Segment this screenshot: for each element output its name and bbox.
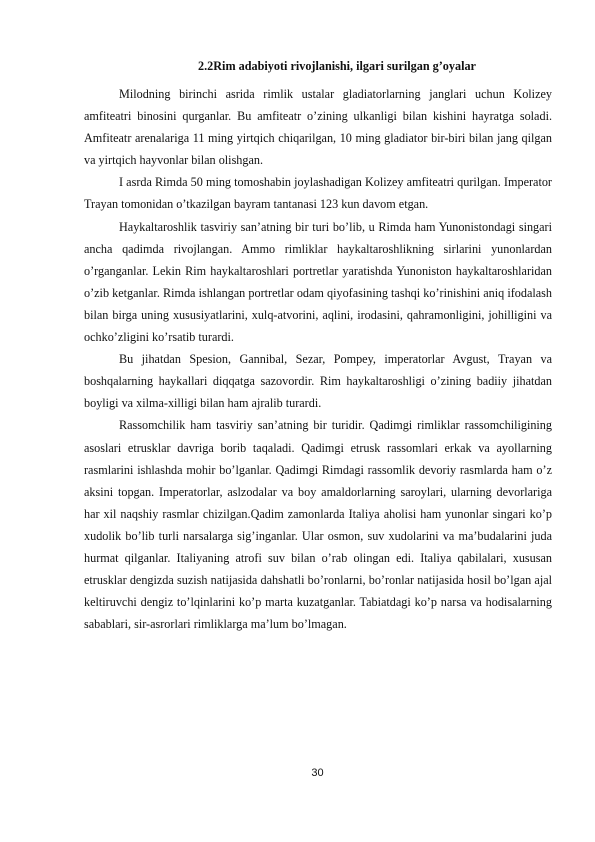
paragraph-1: Milodning birinchi asrida rimlik ustalar gladiatorlarning janglari uchun Kolizey amfiteatri binosini qurganlar. Bu amfiteatr o’zining ulkanligi bilan kishini hayratga soladi. Amfiteatr arenalariga 11 ming yirtqich chiqarilgan, 10 ming gladiator bir-biri bilan jang qilgan va yirtqich hayvonlar bilan olishgan.: [84, 87, 552, 168]
paragraph-5: Rassomchilik ham tasviriy san’atning bir turidir. Qadimgi rimliklar rassomchiligining asoslari etrusklar davriga borib taqaladi. Qadimgi etrusk rassomlari erkak va ayollarning rasmlarini ishlashda mohir bo’lganlar. Qadimgi Rimdagi rassomlik devoriy rasmlarda ham o’z aksini topgan. Imperatorlar, aslzodalar va boy amaldorlarning saroylari, ularning devorlariga har xil naqshiy rasmlar chizilgan.Qadim zamonlarda Italiya aholisi ham yunonlar singari ko’p xudolik bo’lib turli narsalarga sig’inganlar. Ular osmon, suv xudolarini va ma’budalarini juda hurmat qilganlar. Italiyaning atrofi suv bilan o’rab olingan edi. Italiya qabilalari, xususan etrusklar dengizda suzish natijasida dahshatli bo’ronlarni, bo’ronlar natijasida hosil bo’lgan ajal keltiruvchi dengiz to’lqinlarini ko’p marta kuzatganlar. Tabiatdagi ko’p narsa va hodisalarning sabablari, sir-asrorlari rimliklarga ma’lum bo’lmagan.: [84, 418, 552, 632]
paragraph-2: I asrda Rimda 50 ming tomoshabin joylashadigan Kolizey amfiteatri qurilgan. Imperator Trayan tomonidan o’tkazilgan bayram tantanasi 123 kun davom etgan.: [84, 175, 552, 212]
paragraph-4: Bu jihatdan Spesion, Gannibal, Sezar, Pompey, imperatorlar Avgust, Trayan va boshqalarning haykallari diqqatga sazovordir. Rim haykaltaroshligi o’zining badiiy jihatdan boyligi va xilma-xilligi bilan ham ajralib turardi.: [84, 352, 552, 411]
page-number: 30: [311, 767, 324, 779]
paragraph-3: Haykaltaroshlik tasviriy san’atning bir turi bo’lib, u Rimda ham Yunonistondagi singari ancha qadimda rivojlangan. Ammo rimliklar haykaltaroshlikning sirlarini yunonlardan o’rganganlar. Lekin Rim haykaltaroshlari portretlar yaratishda Yunoniston haykaltaroshlaridan o’zib ketganlar. Rimda ishlangan portretlar odam qiyofasining tashqi ko’rinishini aniq ifodalash bilan birga uning xususiyatlarini, xulq-atvorini, aqlini, irodasini, qahramonligini, johilligini va ochko’zligini ko’rsatib turardi.: [84, 219, 552, 345]
document-page: [84, 57, 552, 635]
section-heading: 2.2Rim adabiyoti rivojlanishi, ilgari surilgan g’oyalar: [198, 59, 476, 73]
